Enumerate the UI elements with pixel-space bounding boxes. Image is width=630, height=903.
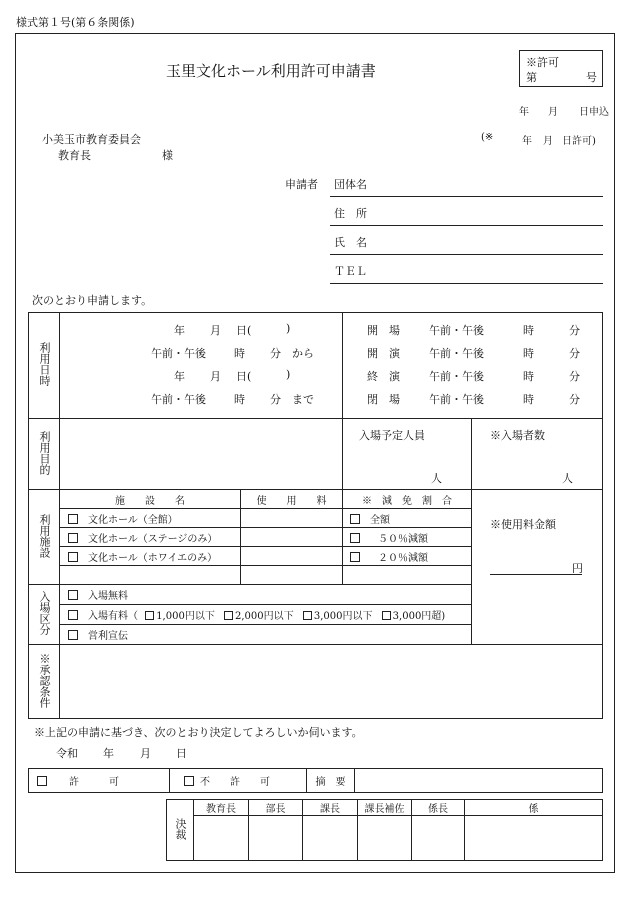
start-day: 日( [236,324,252,337]
approve-text: 許 可 [69,777,119,788]
show-end-hour: 時 [523,370,534,383]
expected-attendance-unit: 人 [431,472,442,485]
start-ampm: 午前・午後 [151,347,206,360]
start-minute: 分 [270,347,281,360]
reduction-20[interactable] [343,547,472,566]
permit-number-box [519,50,603,87]
price-tier-3-checkbox[interactable] [303,611,312,620]
curtain-up-hour: 時 [523,347,534,360]
doors-close-minute: 分 [569,393,580,406]
stamp-label-cell [167,800,194,861]
reduction-full-checkbox[interactable] [350,514,360,524]
actual-attendance-unit: 人 [562,472,573,485]
fee-amount-cell [472,490,603,645]
applicant-tel-line[interactable] [330,283,603,284]
addressee-honorific: 様 [162,149,173,162]
doors-close-hour: 時 [523,393,534,406]
admission-free-checkbox[interactable] [68,590,78,600]
fee-amount-line[interactable] [490,574,582,575]
stamp-deputy-chief[interactable] [358,816,412,861]
start-month: 月 [210,324,221,337]
approve-checkbox[interactable] [37,776,47,786]
stamp-header-staff: 係 [465,800,603,816]
addressee-title: 教育長 [58,149,91,162]
applicant-org-label: 団体名 [334,178,367,191]
permit-date-month: 月 [543,136,553,147]
approve-option[interactable] [29,769,170,793]
expected-attendance-cell[interactable] [343,419,472,490]
facility-label-cell [29,490,60,585]
actual-attendance-cell [472,419,603,490]
admission-commercial-row[interactable] [60,625,472,645]
reduction-blank[interactable] [343,566,472,585]
reduction-20-checkbox[interactable] [350,552,360,562]
applicant-address-line[interactable] [330,225,603,226]
permit-date-year: 年 [522,136,532,147]
purpose-input-cell[interactable] [60,419,343,490]
form-number: 様式第１号(第６条関係) [16,16,135,29]
admission-paid-row[interactable] [60,605,472,625]
stamp-label: 決裁 [174,817,187,840]
start-from: から [292,347,314,360]
admission-commercial-text: 営利宣伝 [88,631,128,642]
stamp-staff[interactable] [465,816,603,861]
admission-free-row[interactable] [60,585,472,605]
admission-label-cell [29,585,60,645]
facility-blank-fee[interactable] [241,566,343,585]
facility-stage-fee[interactable] [241,528,343,547]
stamp-header-section-chief: 課長 [303,800,358,816]
permit-label: ※許可 [526,56,559,69]
datetime-label-cell [29,313,60,419]
apply-month: 月 [548,107,558,118]
applicant-label: 申請者 [285,178,318,191]
reject-checkbox[interactable] [184,776,194,786]
addressee-org: 小美玉市教育委員会 [42,133,141,146]
stamp-header-deputy-chief: 課長補佐 [358,800,412,816]
purpose-label-cell [29,419,60,490]
facility-foyer-text: 文化ホール（ホワイエのみ） [88,552,218,564]
stamp-section-chief[interactable] [303,816,358,861]
facility-foyer-checkbox[interactable] [68,552,78,562]
conditions-label-cell [29,645,60,719]
approval-stamp-table [166,799,603,861]
price-tier-3-text: 3,000円以下 [313,611,373,622]
decision-table [28,768,603,793]
reduction-full-text: 全額 [370,514,390,526]
permit-no-prefix: 第 [526,71,537,84]
curtain-up-minute: 分 [569,347,580,360]
summary-input[interactable] [355,769,603,793]
reduction-50[interactable] [343,528,472,547]
decision-era: 令和 [56,747,78,760]
reduction-50-text: ５０％減額 [378,533,428,545]
price-tier-1-checkbox[interactable] [145,611,154,620]
facility-table [28,489,603,719]
end-ampm: 午前・午後 [151,393,206,406]
decision-month: 月 [140,747,151,760]
facility-name-header: 施 設 名 [60,490,241,509]
end-day: 日( [236,370,252,383]
curtain-up-ampm: 午前・午後 [429,347,484,360]
admission-free-text: 入場無料 [88,591,128,602]
admission-label: 入場区分 [38,591,51,635]
stamp-header-superintendent: 教育長 [194,800,249,816]
facility-stage-text: 文化ホール（ステージのみ） [88,533,218,545]
permit-date-open: (※ [481,132,494,143]
facility-item-stage[interactable] [60,528,241,547]
applicant-name-label: 氏 名 [334,236,367,249]
admission-paid-text: 入場有料（ [88,611,138,622]
applicant-tel-label: ＴＥＬ [334,265,367,278]
datetime-label: 利用日時 [38,342,51,386]
price-tier-2-checkbox[interactable] [224,611,233,620]
stamp-header-director: 部長 [249,800,303,816]
price-tier-1-text: 1,000円以下 [156,611,215,622]
applicant-address-label: 住 所 [334,207,367,220]
permit-no-suffix: 号 [586,71,597,84]
doors-close-label: 閉 場 [367,393,400,406]
reduction-50-checkbox[interactable] [350,533,360,543]
facility-foyer-fee[interactable] [241,547,343,566]
price-tier-2-text: 2,000円以下 [235,611,294,622]
facility-item-foyer[interactable] [60,547,241,566]
fee-amount-unit: 円 [572,562,583,575]
end-month: 月 [210,370,221,383]
facility-fee-header: 使 用 料 [241,490,343,509]
actual-attendance-label: ※入場者数 [490,429,545,442]
reject-option[interactable] [170,769,307,793]
price-tier-4-checkbox[interactable] [382,611,391,620]
price-tier-4-text: 3,000円超) [392,611,446,622]
start-year: 年 [174,324,185,337]
fee-amount-label: ※使用料金額 [490,518,556,531]
facility-full-fee[interactable] [241,509,343,528]
datetime-times-cell[interactable] [343,313,603,419]
reject-text: 不 許 可 [200,777,270,788]
facility-blank-name[interactable] [60,566,241,585]
expected-attendance-label: 入場予定人員 [359,429,425,442]
applicant-name-line[interactable] [330,254,603,255]
doors-close-ampm: 午前・午後 [429,393,484,406]
form-title: 玉里文化ホール利用許可申請書 [166,62,376,80]
stamp-header-subsection-chief: 係長 [412,800,465,816]
facility-full-text: 文化ホール（全館） [88,514,178,526]
apply-year: 年 [519,107,529,118]
applicant-org-line[interactable] [330,196,603,197]
start-weekday-close: ) [286,322,291,335]
show-end-label: 終 演 [367,370,400,383]
stamp-subsection-chief[interactable] [412,816,465,861]
reduction-header: ※ 減 免 割 合 [343,490,472,509]
decision-year: 年 [103,747,114,760]
permit-date-day: 日許可) [562,136,596,147]
application-table [28,312,603,490]
reduction-20-text: ２０％減額 [378,552,428,564]
stamp-superintendent[interactable] [194,816,249,861]
end-minute: 分 [270,393,281,406]
stamp-director[interactable] [249,816,303,861]
facility-stage-checkbox[interactable] [68,533,78,543]
admission-paid-checkbox[interactable] [68,610,78,620]
end-year: 年 [174,370,185,383]
start-hour: 時 [234,347,245,360]
reduction-full[interactable] [343,509,472,528]
end-weekday-close: ) [286,368,291,381]
conditions-label: ※承認条件 [38,652,51,708]
summary-label: 摘 要 [307,769,355,793]
show-end-minute: 分 [569,370,580,383]
admission-commercial-checkbox[interactable] [68,630,78,640]
intro-text: 次のとおり申請します。 [32,294,153,307]
curtain-up-label: 開 演 [367,347,400,360]
doors-open-hour: 時 [523,324,534,337]
facility-item-full[interactable] [60,509,241,528]
decision-intro: ※上記の申請に基づき、次のとおり決定してよろしいか伺います。 [34,726,363,739]
end-hour: 時 [234,393,245,406]
decision-day: 日 [176,747,187,760]
datetime-dates-cell[interactable] [60,313,343,419]
doors-open-label: 開 場 [367,324,400,337]
doors-open-ampm: 午前・午後 [429,324,484,337]
conditions-input-cell[interactable] [60,645,603,719]
facility-full-checkbox[interactable] [68,514,78,524]
doors-open-minute: 分 [569,324,580,337]
show-end-ampm: 午前・午後 [429,370,484,383]
purpose-label: 利用目的 [38,430,51,475]
end-until: まで [292,393,314,406]
apply-day: 日申込 [579,107,609,118]
facility-label: 利用施設 [38,513,51,558]
